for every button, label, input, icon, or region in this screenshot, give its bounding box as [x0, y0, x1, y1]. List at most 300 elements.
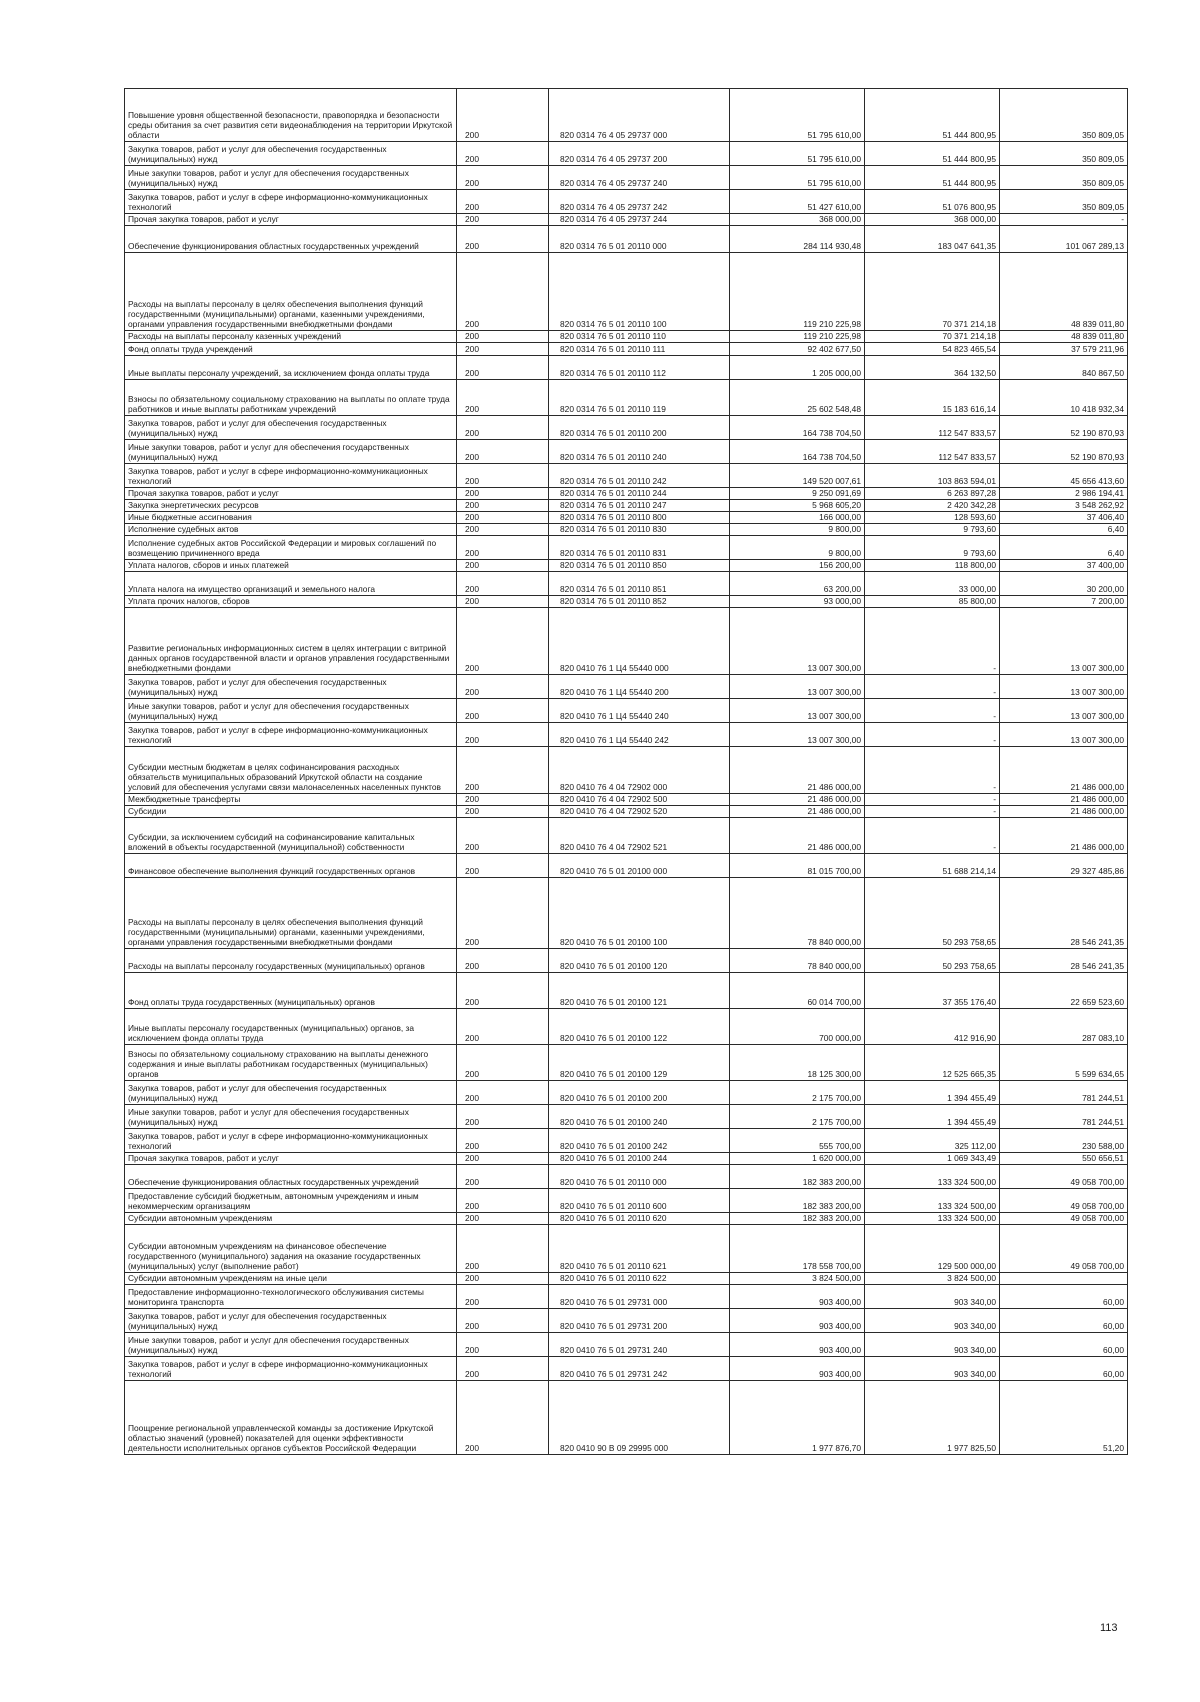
row-remaining-amount: 60,00	[1000, 1309, 1128, 1333]
row-budget-code: 820 0410 76 5 01 20100 129	[549, 1045, 730, 1081]
row-planned-amount: 51 795 610,00	[730, 89, 865, 142]
row-executed-amount: 133 324 500,00	[865, 1213, 1000, 1225]
row-executed-amount: 129 500 000,00	[865, 1225, 1000, 1273]
table-row	[125, 1225, 1128, 1273]
row-group-code: 200	[457, 1153, 549, 1165]
table-row	[125, 356, 1128, 380]
row-budget-code: 820 0314 76 5 01 20110 851	[549, 572, 730, 596]
row-name: Уплата налогов, сборов и иных платежей	[125, 560, 457, 572]
row-planned-amount: 3 824 500,00	[730, 1273, 865, 1285]
row-group-code: 200	[457, 524, 549, 536]
row-planned-amount: 368 000,00	[730, 214, 865, 226]
row-remaining-amount: 21 486 000,00	[1000, 806, 1128, 818]
row-executed-amount: 2 420 342,28	[865, 500, 1000, 512]
row-remaining-amount: 60,00	[1000, 1333, 1128, 1357]
row-name: Субсидии автономным учреждениям	[125, 1213, 457, 1225]
table-row	[125, 854, 1128, 878]
row-name: Иные закупки товаров, работ и услуг для обеспечения государственных (муниципальных) нужд	[125, 166, 457, 190]
row-group-code: 200	[457, 1333, 549, 1357]
row-group-code: 200	[457, 1285, 549, 1309]
row-planned-amount: 700 000,00	[730, 1009, 865, 1045]
row-budget-code: 820 0314 76 4 05 29737 000	[549, 89, 730, 142]
table-row	[125, 1105, 1128, 1129]
row-planned-amount: 555 700,00	[730, 1129, 865, 1153]
row-name: Закупка товаров, работ и услуг для обеспечения государственных (муниципальных) нужд	[125, 675, 457, 699]
row-name: Иные выплаты персоналу государственных (муниципальных) органов, за исключением фонда оплаты труда	[125, 1009, 457, 1045]
row-planned-amount: 60 014 700,00	[730, 973, 865, 1009]
table-row	[125, 560, 1128, 572]
row-group-code: 200	[457, 1009, 549, 1045]
row-name: Закупка товаров, работ и услуг для обеспечения государственных (муниципальных) нужд	[125, 416, 457, 440]
row-name: Фонд оплаты труда государственных (муниципальных) органов	[125, 973, 457, 1009]
row-executed-amount: 128 593,60	[865, 512, 1000, 524]
table-row	[125, 1165, 1128, 1189]
row-budget-code: 820 0314 76 4 05 29737 240	[549, 166, 730, 190]
row-name: Взносы по обязательному социальному страхованию на выплаты по оплате труда работников и иные выплаты работникам учреждений	[125, 380, 457, 416]
row-planned-amount: 92 402 677,50	[730, 343, 865, 356]
table-row	[125, 1045, 1128, 1081]
row-budget-code: 820 0314 76 5 01 20110 244	[549, 488, 730, 500]
row-planned-amount: 9 800,00	[730, 536, 865, 560]
row-budget-code: 820 0410 76 5 01 29731 000	[549, 1285, 730, 1309]
table-row	[125, 488, 1128, 500]
row-remaining-amount: 45 656 413,60	[1000, 464, 1128, 488]
row-executed-amount: 1 394 455,49	[865, 1105, 1000, 1129]
row-name: Закупка товаров, работ и услуг для обеспечения государственных (муниципальных) нужд	[125, 1081, 457, 1105]
row-planned-amount: 182 383 200,00	[730, 1165, 865, 1189]
table-row	[125, 142, 1128, 166]
table-row	[125, 331, 1128, 343]
table-row	[125, 524, 1128, 536]
row-executed-amount: 51 688 214,14	[865, 854, 1000, 878]
row-executed-amount: 903 340,00	[865, 1333, 1000, 1357]
row-executed-amount: -	[865, 747, 1000, 794]
table-row	[125, 214, 1128, 226]
row-planned-amount: 13 007 300,00	[730, 699, 865, 723]
row-planned-amount: 21 486 000,00	[730, 794, 865, 806]
row-name: Закупка товаров, работ и услуг в сфере информационно-коммуникационных технологий	[125, 190, 457, 214]
row-name: Прочая закупка товаров, работ и услуг	[125, 488, 457, 500]
row-budget-code: 820 0410 76 5 01 20100 120	[549, 949, 730, 973]
row-planned-amount: 21 486 000,00	[730, 806, 865, 818]
table-row	[125, 973, 1128, 1009]
row-executed-amount: 9 793,60	[865, 536, 1000, 560]
row-remaining-amount: 37 579 211,96	[1000, 343, 1128, 356]
row-planned-amount: 156 200,00	[730, 560, 865, 572]
table-row	[125, 190, 1128, 214]
row-remaining-amount: 48 839 011,80	[1000, 253, 1128, 331]
row-remaining-amount: 350 809,05	[1000, 190, 1128, 214]
row-planned-amount: 1 977 876,70	[730, 1381, 865, 1455]
table-row	[125, 1309, 1128, 1333]
table-row	[125, 1189, 1128, 1213]
row-group-code: 200	[457, 818, 549, 854]
row-budget-code: 820 0314 76 5 01 20110 830	[549, 524, 730, 536]
row-group-code: 200	[457, 699, 549, 723]
row-name: Иные выплаты персоналу учреждений, за исключением фонда оплаты труда	[125, 356, 457, 380]
row-name: Закупка товаров, работ и услуг в сфере информационно-коммуникационных технологий	[125, 1129, 457, 1153]
row-planned-amount: 13 007 300,00	[730, 608, 865, 675]
row-group-code: 200	[457, 1045, 549, 1081]
row-remaining-amount: 52 190 870,93	[1000, 416, 1128, 440]
row-planned-amount: 78 840 000,00	[730, 949, 865, 973]
row-remaining-amount: 37 400,00	[1000, 560, 1128, 572]
row-executed-amount: 903 340,00	[865, 1357, 1000, 1381]
row-budget-code: 820 0410 76 1 Ц4 55440 240	[549, 699, 730, 723]
row-name: Иные закупки товаров, работ и услуг для обеспечения государственных (муниципальных) нужд	[125, 1105, 457, 1129]
row-group-code: 200	[457, 1273, 549, 1285]
row-budget-code: 820 0314 76 5 01 20110 110	[549, 331, 730, 343]
row-executed-amount: 112 547 833,57	[865, 416, 1000, 440]
row-remaining-amount: 48 839 011,80	[1000, 331, 1128, 343]
row-planned-amount: 182 383 200,00	[730, 1189, 865, 1213]
row-planned-amount: 149 520 007,61	[730, 464, 865, 488]
table-row	[125, 723, 1128, 747]
row-executed-amount: 70 371 214,18	[865, 331, 1000, 343]
table-row	[125, 89, 1128, 142]
row-name: Иные закупки товаров, работ и услуг для обеспечения государственных (муниципальных) нужд	[125, 440, 457, 464]
row-budget-code: 820 0410 76 5 01 20100 121	[549, 973, 730, 1009]
row-budget-code: 820 0410 76 4 04 72902 500	[549, 794, 730, 806]
row-budget-code: 820 0410 76 5 01 20100 240	[549, 1105, 730, 1129]
row-name: Закупка товаров, работ и услуг в сфере информационно-коммуникационных технологий	[125, 464, 457, 488]
row-name: Исполнение судебных актов	[125, 524, 457, 536]
row-group-code: 200	[457, 723, 549, 747]
row-remaining-amount: 781 244,51	[1000, 1081, 1128, 1105]
row-name: Прочая закупка товаров, работ и услуг	[125, 214, 457, 226]
row-planned-amount: 51 795 610,00	[730, 166, 865, 190]
row-remaining-amount: 13 007 300,00	[1000, 723, 1128, 747]
row-budget-code: 820 0410 76 4 04 72902 520	[549, 806, 730, 818]
row-budget-code: 820 0410 76 5 01 20110 000	[549, 1165, 730, 1189]
row-budget-code: 820 0410 76 1 Ц4 55440 242	[549, 723, 730, 747]
row-planned-amount: 9 800,00	[730, 524, 865, 536]
row-remaining-amount: 350 809,05	[1000, 142, 1128, 166]
table-row	[125, 536, 1128, 560]
table-row	[125, 1357, 1128, 1381]
row-executed-amount: 33 000,00	[865, 572, 1000, 596]
table-row	[125, 416, 1128, 440]
row-planned-amount: 182 383 200,00	[730, 1213, 865, 1225]
row-group-code: 200	[457, 512, 549, 524]
row-group-code: 200	[457, 1225, 549, 1273]
row-group-code: 200	[457, 747, 549, 794]
row-group-code: 200	[457, 1105, 549, 1129]
row-budget-code: 820 0410 76 5 01 29731 200	[549, 1309, 730, 1333]
row-remaining-amount: 7 200,00	[1000, 596, 1128, 608]
table-row	[125, 166, 1128, 190]
row-executed-amount: 85 800,00	[865, 596, 1000, 608]
table-row	[125, 572, 1128, 596]
row-name: Субсидии местным бюджетам в целях софинансирования расходных обязательств муниципальных образований Иркутской области на создание условий для обеспечения услугами связи малонаселенных населенных пунктов	[125, 747, 457, 794]
table-row	[125, 818, 1128, 854]
row-planned-amount: 164 738 704,50	[730, 440, 865, 464]
row-remaining-amount: 49 058 700,00	[1000, 1165, 1128, 1189]
row-executed-amount: 112 547 833,57	[865, 440, 1000, 464]
row-remaining-amount: 29 327 485,86	[1000, 854, 1128, 878]
row-executed-amount: 51 076 800,95	[865, 190, 1000, 214]
row-name: Финансовое обеспечение выполнения функций государственных органов	[125, 854, 457, 878]
row-executed-amount: -	[865, 675, 1000, 699]
table-row	[125, 596, 1128, 608]
row-executed-amount: 903 340,00	[865, 1309, 1000, 1333]
row-budget-code: 820 0410 76 5 01 20110 621	[549, 1225, 730, 1273]
row-remaining-amount: 350 809,05	[1000, 166, 1128, 190]
row-remaining-amount: 840 867,50	[1000, 356, 1128, 380]
table-row	[125, 440, 1128, 464]
row-budget-code: 820 0314 76 4 05 29737 200	[549, 142, 730, 166]
row-name: Уплата прочих налогов, сборов	[125, 596, 457, 608]
row-planned-amount: 1 620 000,00	[730, 1153, 865, 1165]
row-budget-code: 820 0314 76 5 01 20110 850	[549, 560, 730, 572]
table-row	[125, 512, 1128, 524]
row-group-code: 200	[457, 1165, 549, 1189]
row-budget-code: 820 0410 76 5 01 20110 622	[549, 1273, 730, 1285]
row-name: Закупка товаров, работ и услуг в сфере информационно-коммуникационных технологий	[125, 1357, 457, 1381]
table-row	[125, 253, 1128, 331]
row-remaining-amount: 550 656,51	[1000, 1153, 1128, 1165]
row-planned-amount: 903 400,00	[730, 1309, 865, 1333]
row-budget-code: 820 0410 76 5 01 20100 200	[549, 1081, 730, 1105]
row-planned-amount: 903 400,00	[730, 1285, 865, 1309]
row-group-code: 200	[457, 1129, 549, 1153]
row-group-code: 200	[457, 89, 549, 142]
row-budget-code: 820 0314 76 5 01 20110 247	[549, 500, 730, 512]
row-executed-amount: 133 324 500,00	[865, 1189, 1000, 1213]
row-planned-amount: 51 795 610,00	[730, 142, 865, 166]
row-budget-code: 820 0410 90 В 09 29995 000	[549, 1381, 730, 1455]
row-planned-amount: 903 400,00	[730, 1333, 865, 1357]
row-executed-amount: 1 394 455,49	[865, 1081, 1000, 1105]
budget-execution-table	[124, 88, 1128, 1455]
row-name: Фонд оплаты труда учреждений	[125, 343, 457, 356]
row-name: Субсидии, за исключением субсидий на софинансирование капитальных вложений в объекты государственной (муниципальной) собственности	[125, 818, 457, 854]
row-remaining-amount: 2 986 194,41	[1000, 488, 1128, 500]
row-group-code: 200	[457, 331, 549, 343]
row-remaining-amount: 60,00	[1000, 1285, 1128, 1309]
row-group-code: 200	[457, 440, 549, 464]
row-name: Поощрение региональной управленческой команды за достижение Иркутской областью значений (уровней) показателей для оценки эффективности деятельности исполнительных органов субъектов Российской Федерации	[125, 1381, 457, 1455]
row-group-code: 200	[457, 1309, 549, 1333]
row-group-code: 200	[457, 878, 549, 949]
row-executed-amount: 3 824 500,00	[865, 1273, 1000, 1285]
row-remaining-amount	[1000, 1273, 1128, 1285]
row-name: Иные бюджетные ассигнования	[125, 512, 457, 524]
row-executed-amount: 1 977 825,50	[865, 1381, 1000, 1455]
row-budget-code: 820 0410 76 5 01 20100 000	[549, 854, 730, 878]
row-name: Развитие региональных информационных систем в целях интеграции с витриной данных органов государственной власти и органов управления государственными внебюджетными фондами	[125, 608, 457, 675]
row-planned-amount: 5 968 605,20	[730, 500, 865, 512]
row-planned-amount: 2 175 700,00	[730, 1105, 865, 1129]
row-executed-amount: 12 525 665,35	[865, 1045, 1000, 1081]
row-executed-amount: 51 444 800,95	[865, 166, 1000, 190]
row-executed-amount: -	[865, 699, 1000, 723]
row-remaining-amount: 49 058 700,00	[1000, 1213, 1128, 1225]
row-executed-amount: 133 324 500,00	[865, 1165, 1000, 1189]
row-group-code: 200	[457, 973, 549, 1009]
row-planned-amount: 18 125 300,00	[730, 1045, 865, 1081]
row-planned-amount: 81 015 700,00	[730, 854, 865, 878]
row-remaining-amount: 22 659 523,60	[1000, 973, 1128, 1009]
row-remaining-amount: 3 548 262,92	[1000, 500, 1128, 512]
row-group-code: 200	[457, 560, 549, 572]
row-group-code: 200	[457, 214, 549, 226]
row-budget-code: 820 0410 76 4 04 72902 521	[549, 818, 730, 854]
row-planned-amount: 1 205 000,00	[730, 356, 865, 380]
row-name: Предоставление субсидий бюджетным, автономным учреждениям и иным некоммерческим организациям	[125, 1189, 457, 1213]
row-planned-amount: 93 000,00	[730, 596, 865, 608]
row-executed-amount: -	[865, 818, 1000, 854]
row-name: Предоставление информационно-технологического обслуживания системы мониторинга транспорта	[125, 1285, 457, 1309]
table-row	[125, 747, 1128, 794]
table-row	[125, 675, 1128, 699]
row-group-code: 200	[457, 675, 549, 699]
row-name: Закупка товаров, работ и услуг для обеспечения государственных (муниципальных) нужд	[125, 1309, 457, 1333]
row-planned-amount: 164 738 704,50	[730, 416, 865, 440]
row-budget-code: 820 0314 76 5 01 20110 000	[549, 226, 730, 253]
row-group-code: 200	[457, 1357, 549, 1381]
row-planned-amount: 2 175 700,00	[730, 1081, 865, 1105]
row-budget-code: 820 0314 76 5 01 20110 831	[549, 536, 730, 560]
row-group-code: 200	[457, 536, 549, 560]
row-planned-amount: 25 602 548,48	[730, 380, 865, 416]
row-executed-amount: -	[865, 723, 1000, 747]
table-row	[125, 1273, 1128, 1285]
row-name: Повышение уровня общественной безопасности, правопорядка и безопасности среды обитания за счет развития сети видеонаблюдения на территории Иркутской области	[125, 89, 457, 142]
row-executed-amount: 368 000,00	[865, 214, 1000, 226]
row-budget-code: 820 0410 76 5 01 20110 600	[549, 1189, 730, 1213]
row-executed-amount: 6 263 897,28	[865, 488, 1000, 500]
row-executed-amount: 15 183 616,14	[865, 380, 1000, 416]
row-planned-amount: 13 007 300,00	[730, 675, 865, 699]
table-row	[125, 949, 1128, 973]
row-group-code: 200	[457, 488, 549, 500]
row-group-code: 200	[457, 806, 549, 818]
row-executed-amount: -	[865, 608, 1000, 675]
table-row	[125, 608, 1128, 675]
table-row	[125, 343, 1128, 356]
row-executed-amount: 412 916,90	[865, 1009, 1000, 1045]
row-planned-amount: 119 210 225,98	[730, 331, 865, 343]
row-group-code: 200	[457, 380, 549, 416]
table-row	[125, 1153, 1128, 1165]
row-budget-code: 820 0410 76 1 Ц4 55440 200	[549, 675, 730, 699]
row-executed-amount: 364 132,50	[865, 356, 1000, 380]
table-row	[125, 699, 1128, 723]
row-remaining-amount: 13 007 300,00	[1000, 699, 1128, 723]
row-name: Закупка товаров, работ и услуг для обеспечения государственных (муниципальных) нужд	[125, 142, 457, 166]
row-group-code: 200	[457, 500, 549, 512]
row-group-code: 200	[457, 226, 549, 253]
row-name: Расходы на выплаты персоналу в целях обеспечения выполнения функций государственными (муниципальными) органами, казенными учреждениями, органами управления государственными внебюджетными фондами	[125, 253, 457, 331]
table-row	[125, 380, 1128, 416]
row-executed-amount: 9 793,60	[865, 524, 1000, 536]
row-budget-code: 820 0410 76 5 01 20100 100	[549, 878, 730, 949]
row-executed-amount: -	[865, 806, 1000, 818]
row-name: Закупка товаров, работ и услуг в сфере информационно-коммуникационных технологий	[125, 723, 457, 747]
row-name: Прочая закупка товаров, работ и услуг	[125, 1153, 457, 1165]
row-name: Субсидии автономным учреждениям на финансовое обеспечение государственного (муниципального) задания на оказание государственных (муниципальных) услуг (выполнение работ)	[125, 1225, 457, 1273]
row-budget-code: 820 0410 76 4 04 72902 000	[549, 747, 730, 794]
row-executed-amount: 51 444 800,95	[865, 89, 1000, 142]
row-budget-code: 820 0410 76 5 01 20100 242	[549, 1129, 730, 1153]
row-remaining-amount: 21 486 000,00	[1000, 747, 1128, 794]
row-executed-amount: 50 293 758,65	[865, 949, 1000, 973]
row-remaining-amount: 30 200,00	[1000, 572, 1128, 596]
table-body	[125, 89, 1128, 1455]
row-group-code: 200	[457, 343, 549, 356]
row-remaining-amount: 49 058 700,00	[1000, 1225, 1128, 1273]
row-planned-amount: 9 250 091,69	[730, 488, 865, 500]
row-remaining-amount: 101 067 289,13	[1000, 226, 1128, 253]
row-budget-code: 820 0410 76 5 01 20100 122	[549, 1009, 730, 1045]
row-budget-code: 820 0314 76 5 01 20110 112	[549, 356, 730, 380]
row-group-code: 200	[457, 572, 549, 596]
row-group-code: 200	[457, 794, 549, 806]
row-planned-amount: 63 200,00	[730, 572, 865, 596]
row-remaining-amount: 10 418 932,34	[1000, 380, 1128, 416]
row-budget-code: 820 0410 76 5 01 20110 620	[549, 1213, 730, 1225]
row-remaining-amount: 28 546 241,35	[1000, 878, 1128, 949]
row-name: Уплата налога на имущество организаций и земельного налога	[125, 572, 457, 596]
row-group-code: 200	[457, 464, 549, 488]
row-executed-amount: 37 355 176,40	[865, 973, 1000, 1009]
row-remaining-amount: 60,00	[1000, 1357, 1128, 1381]
row-budget-code: 820 0314 76 5 01 20110 800	[549, 512, 730, 524]
table-row	[125, 1081, 1128, 1105]
row-remaining-amount: 21 486 000,00	[1000, 818, 1128, 854]
row-executed-amount: 50 293 758,65	[865, 878, 1000, 949]
row-group-code: 200	[457, 253, 549, 331]
row-name: Иные закупки товаров, работ и услуг для обеспечения государственных (муниципальных) нужд	[125, 1333, 457, 1357]
row-group-code: 200	[457, 854, 549, 878]
row-remaining-amount: 21 486 000,00	[1000, 794, 1128, 806]
row-remaining-amount: 350 809,05	[1000, 89, 1128, 142]
row-group-code: 200	[457, 142, 549, 166]
row-planned-amount: 903 400,00	[730, 1357, 865, 1381]
row-executed-amount: 1 069 343,49	[865, 1153, 1000, 1165]
row-remaining-amount: 28 546 241,35	[1000, 949, 1128, 973]
row-budget-code: 820 0410 76 5 01 29731 240	[549, 1333, 730, 1357]
row-planned-amount: 21 486 000,00	[730, 747, 865, 794]
row-name: Взносы по обязательному социальному страхованию на выплаты денежного содержания и иные выплаты работникам государственных (муниципальных) органов	[125, 1045, 457, 1081]
row-budget-code: 820 0314 76 5 01 20110 200	[549, 416, 730, 440]
row-budget-code: 820 0314 76 5 01 20110 242	[549, 464, 730, 488]
table-row	[125, 1009, 1128, 1045]
row-name: Иные закупки товаров, работ и услуг для обеспечения государственных (муниципальных) нужд	[125, 699, 457, 723]
row-executed-amount: 903 340,00	[865, 1285, 1000, 1309]
row-remaining-amount: -	[1000, 214, 1128, 226]
table-row	[125, 878, 1128, 949]
row-budget-code: 820 0314 76 5 01 20110 111	[549, 343, 730, 356]
row-remaining-amount: 230 588,00	[1000, 1129, 1128, 1153]
table-row	[125, 464, 1128, 488]
row-remaining-amount: 13 007 300,00	[1000, 608, 1128, 675]
table-row	[125, 1129, 1128, 1153]
row-group-code: 200	[457, 1381, 549, 1455]
row-executed-amount: 183 047 641,35	[865, 226, 1000, 253]
row-executed-amount: 118 800,00	[865, 560, 1000, 572]
row-remaining-amount: 51,20	[1000, 1381, 1128, 1455]
row-remaining-amount: 13 007 300,00	[1000, 675, 1128, 699]
row-name: Расходы на выплаты персоналу государственных (муниципальных) органов	[125, 949, 457, 973]
row-budget-code: 820 0314 76 5 01 20110 119	[549, 380, 730, 416]
row-group-code: 200	[457, 1081, 549, 1105]
row-executed-amount: 103 863 594,01	[865, 464, 1000, 488]
row-executed-amount: 54 823 465,54	[865, 343, 1000, 356]
row-remaining-amount: 37 406,40	[1000, 512, 1128, 524]
row-remaining-amount: 6,40	[1000, 524, 1128, 536]
